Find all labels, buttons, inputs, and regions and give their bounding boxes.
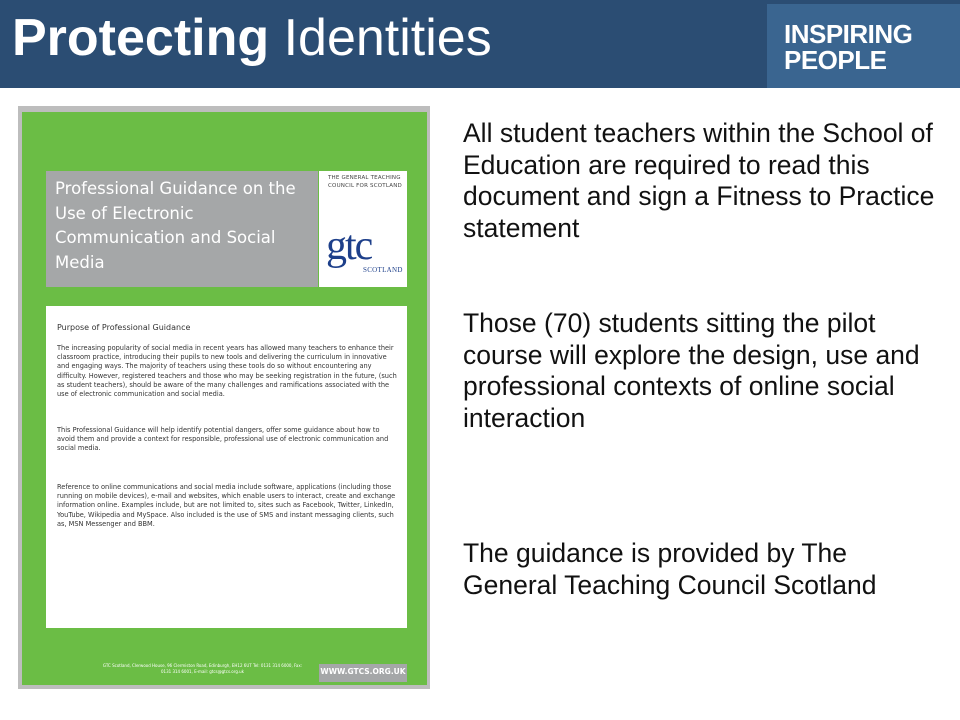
- content-paragraph-3: The guidance is provided by The General Teaching Council Scotland: [463, 538, 877, 600]
- slide-title-light: Identities: [283, 9, 492, 67]
- cover-paragraph-2: This Professional Guidance will help identify potential dangers, offer some guidance about how to avoid them and provide a context for responsible, professional use of electronic communication and social media.: [57, 426, 389, 453]
- cover-paragraph-1: The increasing popularity of social media in recent years has allowed many teachers to enhance their classroom practice, introducing their pupils to new tools and delivering the curriculum in innovative and engaging ways. The majority of teachers using these tools do so without encountering any difficulty. However, registered teachers and those who may be seeking registration in the future, (such as student teachers), should be aware of the many challenges and ramifications associated with the use of electronic communication and social media.: [57, 344, 397, 399]
- cover-footer-url-panel: [319, 664, 407, 682]
- cover-paragraph-3: Reference to online communications and social media include software, applications (including those running on mobile devices), e-mail and websites, which enable users to interact, create and exchange information online. Examples include, but are not limited to, sites such as Facebook, Twitter, LinkedIn, YouTube, Wikipedia and MySpace. Also included is the use of SMS and instant messaging clients, such as, MSN Messenger and BBM.: [57, 483, 396, 528]
- logo-line-1: INSPIRING: [784, 19, 913, 49]
- content-paragraph-2: Those (70) students sitting the pilot course will explore the design, use and professional contexts of online social interaction: [463, 308, 920, 433]
- cover-body-panel: [46, 306, 407, 628]
- gtc-logo-subtext: SCOTLAND: [363, 266, 403, 274]
- cover-footer-address: GTC Scotland, Clerwood House, 96 Clermiston Road, Edinburgh, EH12 6UT Tel: 0131 314 6000, Fax: 0131 314 6001, E-mail: gtcs@gtcs.org.uk: [102, 663, 303, 674]
- content-paragraph-1: All student teachers within the School of Education are required to read this document and sign a Fitness to Practice statement: [463, 118, 935, 243]
- gtc-publisher-name: THE GENERAL TEACHING COUNCIL FOR SCOTLAND: [328, 175, 402, 189]
- gtc-logo: gtc: [326, 223, 372, 269]
- logo-line-2: PEOPLE: [784, 45, 887, 75]
- slide-title: [12, 6, 492, 70]
- gtc-logo-panel: [319, 171, 407, 287]
- slide-title-bold: Protecting: [12, 9, 270, 67]
- cover-section-heading: Purpose of Professional Guidance: [57, 323, 191, 332]
- cover-footer-url: WWW.GTCS.ORG.UK: [320, 667, 406, 676]
- inspiring-people-logo: [767, 4, 960, 88]
- cover-title-panel: [46, 171, 318, 287]
- cover-title: Professional Guidance on the Use of Electronic Communication and Social Media: [55, 179, 296, 272]
